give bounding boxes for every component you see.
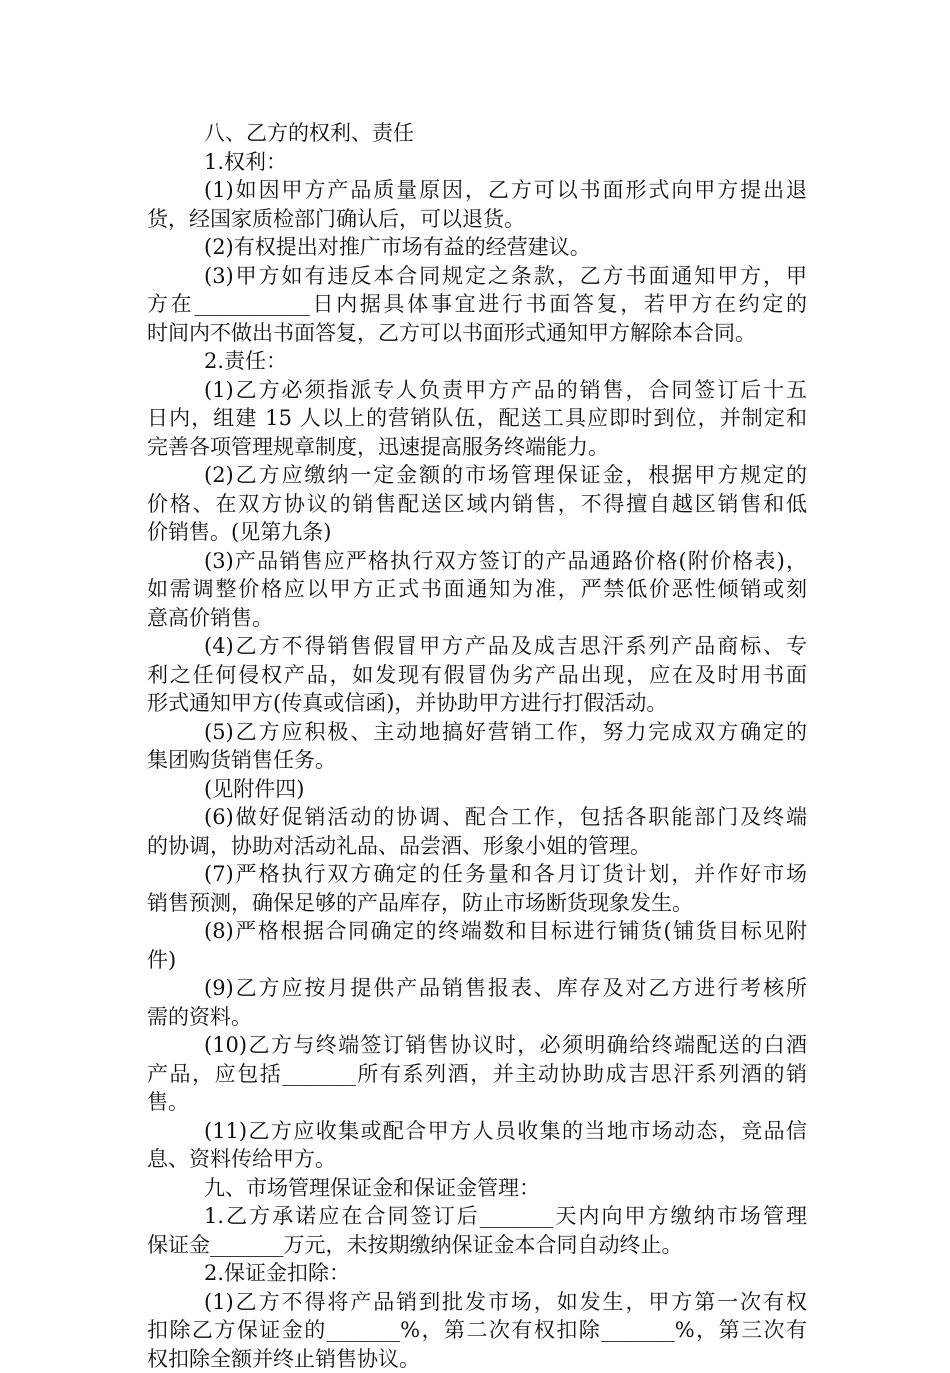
text-line: 需的资料。 (147, 1003, 807, 1032)
text-line: (7)严格执行双方确定的任务量和各月订货计划，并作好市场 (147, 860, 807, 889)
text-line: 日内，组建 15 人以上的营销队伍，配送工具应即时到位，并制定和 (147, 404, 807, 433)
text-line: (11)乙方应收集或配合甲方人员收集的当地市场动态，竞品信 (147, 1117, 807, 1146)
text-line: (10)乙方与终端签订销售协议时，必须明确给终端配送的白酒 (147, 1031, 807, 1060)
text-line: (8)严格根据合同确定的终端数和目标进行铺货(铺货目标见附 (147, 917, 807, 946)
text-line: 1.乙方承诺应在合同签订后_______天内向甲方缴纳市场管理 (147, 1202, 807, 1231)
text-line: 货，经国家质检部门确认后，可以退货。 (147, 205, 807, 234)
text-line: (2)有权提出对推广市场有益的经营建议。 (147, 233, 807, 262)
text-line: 九、市场管理保证金和保证金管理： (147, 1174, 807, 1203)
text-line: (3)甲方如有违反本合同规定之条款，乙方书面通知甲方，甲 (147, 262, 807, 291)
text-line: 集团购货销售任务。 (147, 746, 807, 775)
text-line: 保证金_______万元，未按期缴纳保证金本合同自动终止。 (147, 1231, 807, 1260)
text-line: 利之任何侵权产品，如发现有假冒伪劣产品出现，应在及时用书面 (147, 661, 807, 690)
text-line: 权扣除全额并终止销售协议。 (147, 1345, 807, 1373)
text-line: (1)乙方不得将产品销到批发市场，如发生，甲方第一次有权 (147, 1288, 807, 1317)
text-line: 产品，应包括_______所有系列酒，并主动协助成吉思汗系列酒的销 (147, 1060, 807, 1089)
text-line: 1.权利： (147, 148, 807, 177)
text-line: 形式通知甲方(传真或信函)，并协助甲方进行打假活动。 (147, 689, 807, 718)
text-line: (见附件四) (147, 775, 807, 804)
text-line: 价格、在双方协议的销售配送区域内销售，不得擅自越区销售和低 (147, 490, 807, 519)
text-line: 息、资料传给甲方。 (147, 1145, 807, 1174)
text-line: 销售预测，确保足够的产品库存，防止市场断货现象发生。 (147, 889, 807, 918)
text-line: 2.责任： (147, 347, 807, 376)
text-line: (2)乙方应缴纳一定金额的市场管理保证金，根据甲方规定的 (147, 461, 807, 490)
text-line: 件) (147, 946, 807, 975)
text-line: 的协调，协助对活动礼品、品尝酒、形象小姐的管理。 (147, 832, 807, 861)
text-line: 如需调整价格应以甲方正式书面通知为准，严禁低价恶性倾销或刻 (147, 575, 807, 604)
text-line: (1)乙方必须指派专人负责甲方产品的销售，合同签订后十五 (147, 376, 807, 405)
text-line: 八、乙方的权利、责任 (147, 119, 807, 148)
text-line: 售。 (147, 1088, 807, 1117)
text-line: (3)产品销售应严格执行双方签订的产品通路价格(附价格表)， (147, 547, 807, 576)
text-line: (4)乙方不得销售假冒甲方产品及成吉思汗系列产品商标、专 (147, 632, 807, 661)
contract-text-body (147, 119, 807, 1373)
text-line: 意高价销售。 (147, 604, 807, 633)
text-line: 价销售。(见第九条) (147, 518, 807, 547)
text-line: 方在___________日内据具体事宜进行书面答复，若甲方在约定的 (147, 290, 807, 319)
text-line: (6)做好促销活动的协调、配合工作，包括各职能部门及终端 (147, 803, 807, 832)
text-line: (5)乙方应积极、主动地搞好营销工作，努力完成双方确定的 (147, 718, 807, 747)
text-line: (9)乙方应按月提供产品销售报表、库存及对乙方进行考核所 (147, 974, 807, 1003)
text-line: 时间内不做出书面答复，乙方可以书面形式通知甲方解除本合同。 (147, 319, 807, 348)
text-line: 2.保证金扣除： (147, 1259, 807, 1288)
text-line: (1)如因甲方产品质量原因，乙方可以书面形式向甲方提出退 (147, 176, 807, 205)
text-line: 完善各项管理规章制度，迅速提高服务终端能力。 (147, 433, 807, 462)
text-line: 扣除乙方保证金的_______%，第二次有权扣除_______%，第三次有 (147, 1316, 807, 1345)
